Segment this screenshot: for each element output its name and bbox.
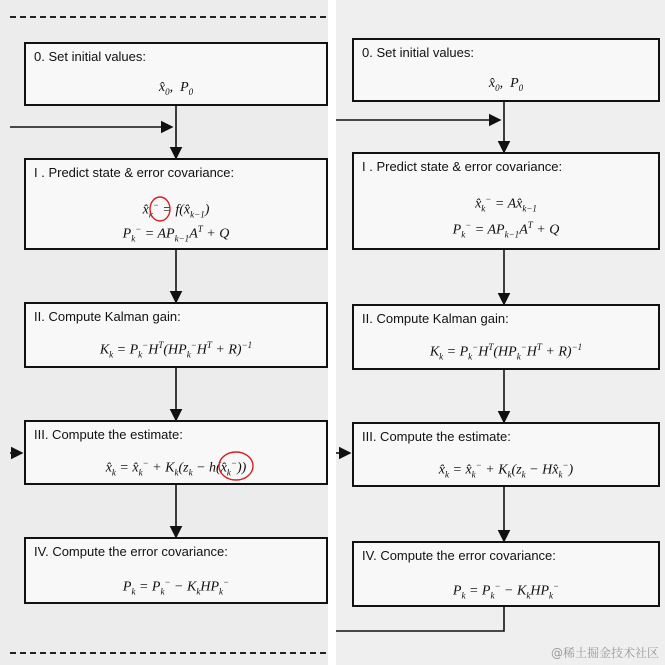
step2-title: II. Compute Kalman gain: bbox=[34, 309, 181, 324]
step2-equation: $K_k = P_k^-H^T(HP_k^-H^T + R)^{-1}$ bbox=[429, 342, 583, 362]
box-step3-estimate bbox=[24, 420, 328, 485]
box-step1-predict bbox=[24, 158, 328, 250]
box-step2-kalman-gain bbox=[352, 304, 660, 370]
step3-equation: $x̂_k$ = $x̂_k^- + K_k(z_k$ − $h(x̂_k^-)$) bbox=[105, 458, 247, 478]
step2-equation: $K_k = P_k^-H^T(HP_k^-H^T + R)^{-1}$ bbox=[99, 340, 253, 360]
step3-title: III. Compute the estimate: bbox=[34, 427, 183, 442]
box-step1-predict bbox=[352, 152, 660, 250]
step0-title: 0. Set initial values: bbox=[362, 45, 475, 60]
step1-equation-state: $x̂_k^-$ = $f(x̂_{k-1})$ bbox=[142, 200, 210, 220]
step1-equation-covariance: $P_k^- = AP_{k-1}A^T + Q$ bbox=[452, 220, 560, 240]
step2-title: II. Compute Kalman gain: bbox=[362, 311, 509, 326]
step1-title: I . Predict state & error covariance: bbox=[362, 159, 563, 174]
step4-equation: $P_k = P_k^- - K_kHP_k^-$ bbox=[452, 581, 560, 601]
step0-equation: $x̂_0$, $P_0$ bbox=[158, 80, 194, 97]
annotation-circle-h bbox=[216, 444, 256, 484]
left-panel-ekf bbox=[0, 0, 328, 665]
box-step3-estimate bbox=[352, 422, 660, 487]
step3-equation: $x̂_k$ = $x̂_k^- + K_k(z_k$ − $Hx̂_k^-$) bbox=[438, 460, 574, 480]
step1-title: I . Predict state & error covariance: bbox=[34, 165, 235, 180]
step4-equation: $P_k = P_k^- - K_kHP_k^-$ bbox=[122, 577, 230, 597]
step0-title: 0. Set initial values: bbox=[34, 49, 147, 64]
box-step4-error-covariance bbox=[24, 537, 328, 604]
right-panel-kf bbox=[336, 0, 665, 665]
box-step0-initial-values bbox=[24, 42, 328, 106]
box-step0-initial-values bbox=[352, 38, 660, 102]
step1-equation-covariance: $P_k^- = AP_{k-1}A^T + Q$ bbox=[122, 224, 230, 244]
step3-title: III. Compute the estimate: bbox=[362, 429, 511, 444]
box-step2-kalman-gain bbox=[24, 302, 328, 368]
step4-title: IV. Compute the error covariance: bbox=[34, 544, 228, 559]
panel-divider bbox=[328, 0, 336, 665]
annotation-circle-f bbox=[146, 194, 176, 224]
step4-title: IV. Compute the error covariance: bbox=[362, 548, 556, 563]
watermark: @稀土掘金技术社区 bbox=[550, 646, 659, 660]
step1-equation-state: $x̂_k^-$ = $Ax̂_{k-1}$ bbox=[475, 194, 537, 214]
box-step4-error-covariance bbox=[352, 541, 660, 607]
step0-equation: $x̂_0$, $P_0$ bbox=[488, 76, 524, 93]
